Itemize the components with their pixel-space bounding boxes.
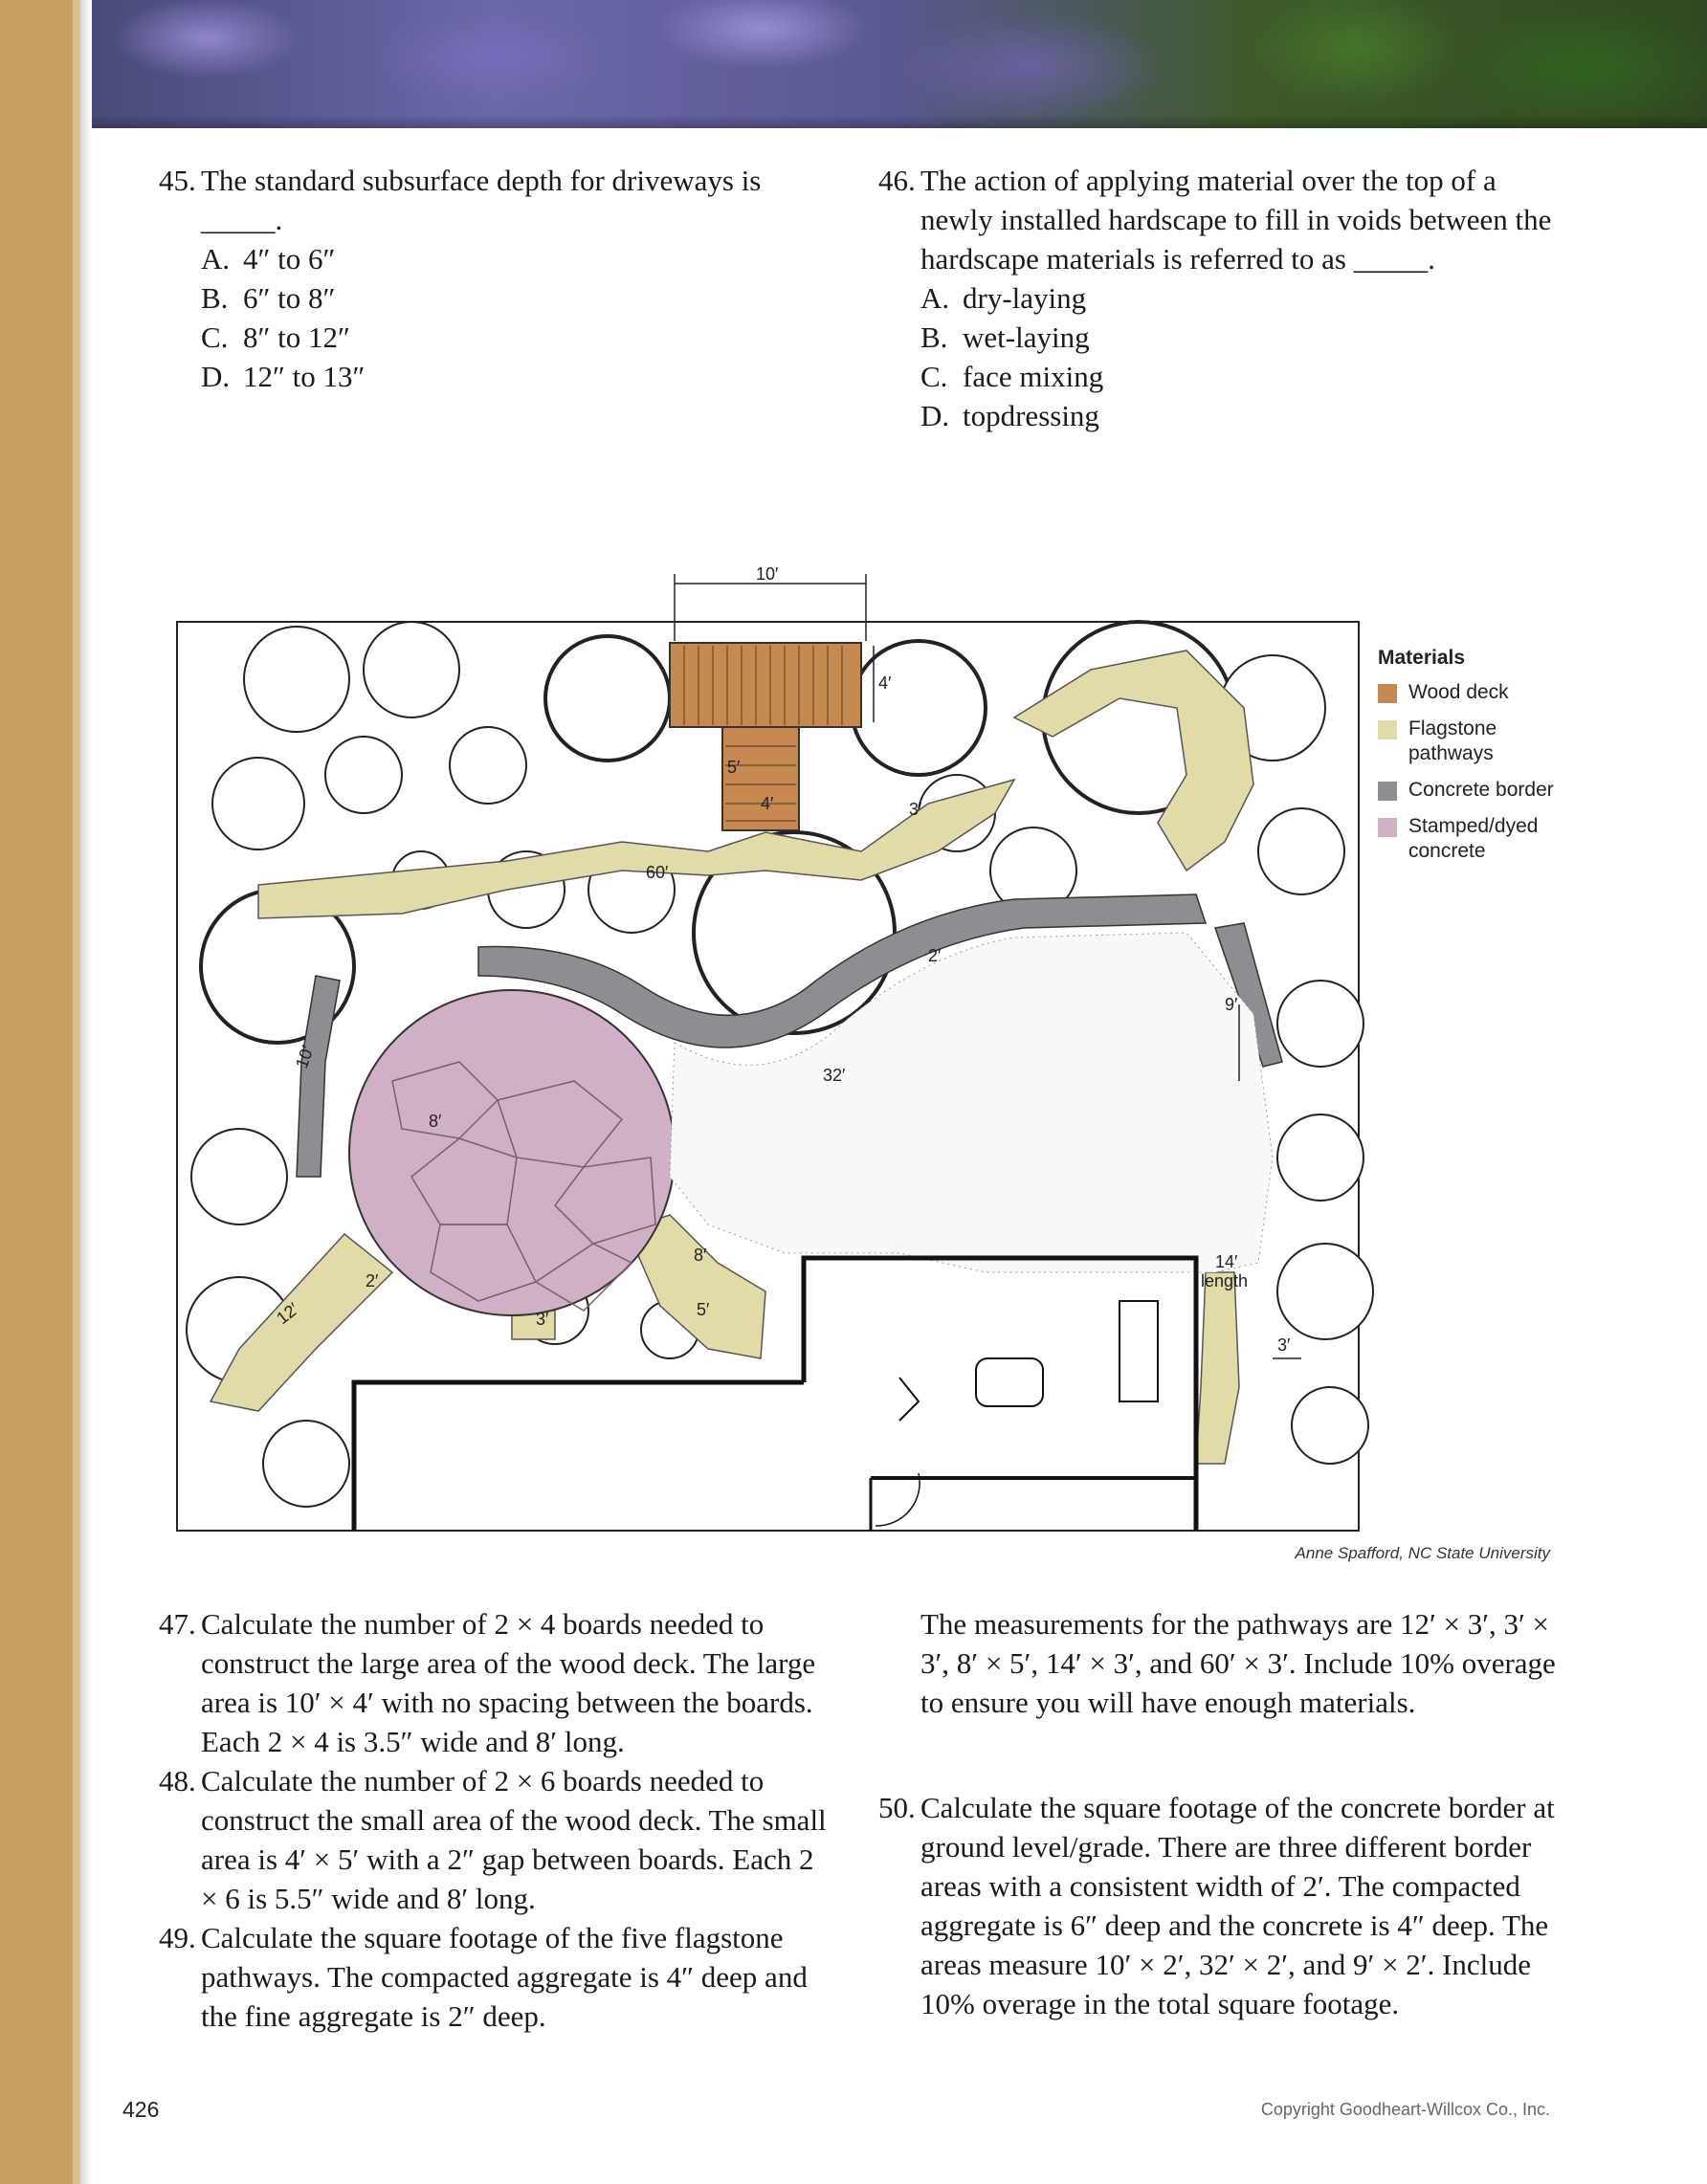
dim-9ft-border-length: 9′ — [1225, 995, 1238, 1014]
legend-item-flagstone: Flagstone pathways — [1378, 717, 1569, 766]
dim-8ft-path-length: 8′ — [694, 1246, 707, 1265]
option-b: B. 6″ to 8″ — [201, 281, 336, 315]
stamped-concrete-patio — [349, 990, 675, 1315]
option-c: C. face mixing — [920, 360, 1104, 393]
dim-14ft-path-length: 14′ — [1215, 1252, 1238, 1271]
legend-swatch — [1378, 720, 1397, 739]
question-text: Calculate the number of 2 × 4 boards needed to construct the large area of the wood deck. The large area is 10′ × 4′ with no spacing between the boards. Each 2 × 4 is 3.5″ wide and 8′ long. — [201, 1607, 816, 1758]
question-text: Calculate the number of 2 × 6 boards needed to construct the small area of the wood deck. The small area is 4′ × 5′ with a 2″ gap between boards. Each 2 × 6 is 5.5″ wide and 8′ long. — [201, 1764, 827, 1915]
option-a: A. dry-laying — [920, 281, 1087, 315]
legend-item-stamped-concrete: Stamped/dyed concrete — [1378, 814, 1569, 864]
question-47 — [159, 1604, 836, 1761]
dim-32ft-border-length: 32′ — [823, 1066, 846, 1085]
question-number: 49. — [159, 1921, 196, 1954]
question-text: The action of applying material over the top of a newly installed hardscape to fill in voids between the hardscape materials is referred to as _____. — [920, 164, 1552, 276]
question-46 — [878, 161, 1560, 435]
dim-8ft-patio-radius: 8′ — [429, 1112, 442, 1131]
option-a: A. 4″ to 6″ — [201, 242, 336, 276]
question-50 — [878, 1788, 1560, 2023]
landscape-site-plan — [172, 564, 1416, 1540]
question-number: 45. — [159, 164, 196, 197]
dim-3ft-right-path: 3′ — [1277, 1335, 1291, 1355]
figure-credit: Anne Spafford, NC State University — [1295, 1544, 1550, 1562]
legend-item-concrete-border: Concrete border — [1378, 778, 1569, 803]
question-number: 47. — [159, 1607, 196, 1641]
copyright-notice: Copyright Goodheart-Willcox Co., Inc. — [1260, 2100, 1550, 2119]
legend-swatch — [1378, 684, 1397, 703]
legend-item-wood-deck: Wood deck — [1378, 680, 1569, 705]
dim-3ft-path-width: 3′ — [909, 800, 922, 819]
dim-3ft-path-square: 3′ — [536, 1310, 549, 1329]
legend-swatch — [1378, 818, 1397, 837]
dim-5ft-path-width: 5′ — [697, 1300, 710, 1319]
dim-10ft-deck-width: 10′ — [756, 564, 779, 584]
dim-length-label: length — [1201, 1271, 1249, 1291]
dim-5ft-step-length: 5′ — [727, 758, 741, 777]
question-45 — [159, 161, 829, 396]
legend-swatch — [1378, 782, 1397, 801]
question-number: 50. — [878, 1791, 916, 1824]
page-number: 426 — [122, 2097, 160, 2122]
option-d: D. 12″ to 13″ — [201, 360, 366, 393]
question-49-continued: The measurements for the pathways are 12′ × 3′, 3′ × 3′, 8′ × 5′, 14′ × 3′, and 60′ × 3′. Include 10% overage to ensure you will have enough materials. — [920, 1607, 1556, 1719]
dim-2ft-path: 2′ — [366, 1271, 379, 1291]
question-text: The standard subsurface depth for driveways is _____. — [201, 164, 762, 236]
question-text: Calculate the square footage of the five flagstone pathways. The compacted aggregate is 4″ deep and the fine aggregate is 2″ deep. — [201, 1921, 808, 2033]
question-number: 46. — [878, 164, 916, 197]
question-48 — [159, 1761, 836, 1918]
question-text: Calculate the square footage of the concrete border at ground level/grade. There are three different border areas with a consistent width of 2′. The compacted aggregate is 6″ deep and the concrete is 4″ deep. The areas measure 10′ × 2′, 32′ × 2′, and 9′ × 2′. Include 10% overage in the total square footage. — [920, 1791, 1555, 2020]
left-color-band — [0, 0, 80, 2184]
legend-title: Materials — [1378, 647, 1466, 669]
question-49 — [159, 1918, 836, 2036]
dim-60ft-path-length: 60′ — [646, 863, 669, 882]
dim-12ft-path-length: 12′ — [273, 1298, 302, 1329]
dim-2ft-border-width: 2′ — [928, 946, 942, 965]
question-number: 48. — [159, 1764, 196, 1798]
answer-options — [920, 278, 1560, 435]
dim-4ft-step-width: 4′ — [761, 794, 774, 813]
header-photo-banner — [92, 0, 1707, 128]
answer-options — [201, 239, 829, 396]
option-b: B. wet-laying — [920, 320, 1090, 354]
page-gutter — [80, 0, 92, 2184]
dim-4ft-deck-depth: 4′ — [878, 673, 892, 693]
option-c: C. 8″ to 12″ — [201, 320, 350, 354]
materials-legend — [1378, 646, 1569, 875]
dim-10ft-border-length: 10′ — [291, 1043, 318, 1071]
option-d: D. topdressing — [920, 399, 1099, 432]
